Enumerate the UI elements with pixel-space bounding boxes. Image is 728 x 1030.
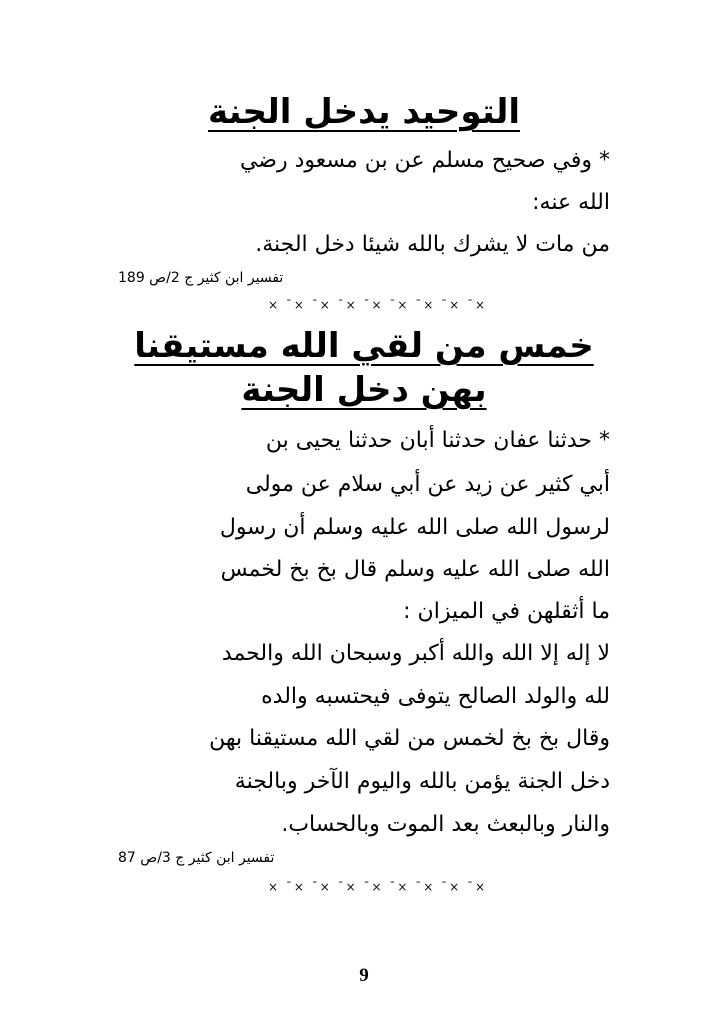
- text-line: لا إله إلا الله والله أكبر وسبحان الله والحمد: [221, 641, 610, 666]
- divider-ornament: × ¯× ¯× ¯× ¯× ¯× ¯× ¯× ¯×: [268, 880, 488, 894]
- divider-ornament: × ¯× ¯× ¯× ¯× ¯× ¯× ¯× ¯×: [268, 298, 488, 312]
- text-line: الله عنه:: [532, 190, 610, 215]
- source-citation: تفسير ابن كثير ج 3/ص 87: [118, 850, 275, 866]
- text-line: * حدثنا عفان حدثنا أبان حدثنا يحيى بن: [265, 428, 610, 453]
- section-title-line1: خمس من لقي الله مستيقنا: [134, 326, 594, 366]
- page-number: 9: [359, 965, 369, 986]
- text-line: الله صلى الله عليه وسلم قال بخ بخ لخمس: [220, 557, 610, 582]
- text-line: * وفي صحيح مسلم عن بن مسعود رضي: [239, 148, 610, 173]
- text-line: لرسول الله صلى الله عليه وسلم أن رسول: [219, 515, 610, 540]
- text-line: لله والولد الصالح يتوفى فيحتسبه والده: [261, 684, 610, 709]
- text-line: دخل الجنة يؤمن بالله واليوم الآخر وبالجنة: [234, 769, 610, 794]
- text-line: وقال بخ بخ لخمس من لقي الله مستيقنا بهن: [209, 726, 610, 751]
- text-line: والنار وبالبعث بعد الموت وبالحساب.: [281, 812, 610, 837]
- text-line: ما أثقلهن في الميزان :: [403, 599, 610, 624]
- section-title-line2: بهن دخل الجنة: [241, 370, 487, 410]
- section-title: التوحيد يدخل الجنة: [208, 92, 520, 132]
- text-line: أبي كثير عن زيد عن أبي سلام عن مولى: [245, 472, 610, 497]
- source-citation: تفسير ابن كثير ج 2/ص 189: [118, 270, 284, 286]
- text-line: من مات لا يشرك بالله شيئا دخل الجنة.: [255, 232, 610, 257]
